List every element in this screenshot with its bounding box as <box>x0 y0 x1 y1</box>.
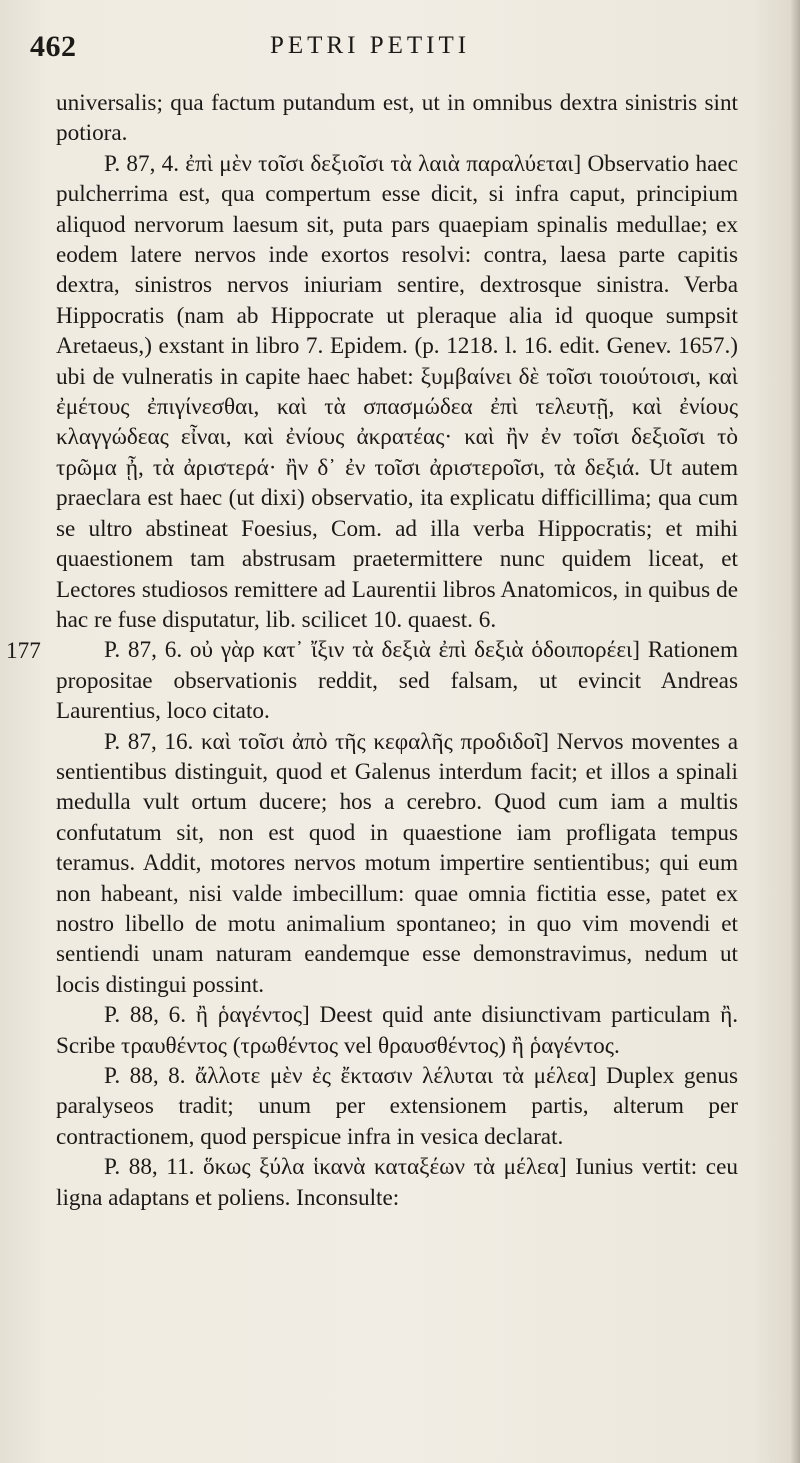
running-head: PETRI PETITI <box>270 32 471 59</box>
note-p88-6: P. 88, 6. ἢ ῥαγέντος] Deest quid ante disiunctivam particulam ἢ. Scribe τραυθέντος (τρωθέντος vel θραυσθέντος) ἢ ῥαγέντος. <box>56 1002 738 1059</box>
page-spine-shadow <box>790 0 800 1463</box>
margin-reference-number: 177 <box>6 638 41 664</box>
note-p87-16: P. 87, 16. καὶ τοῖσι ἀπὸ τῆς κεφαλῆς προδιδοῖ] Nervos moventes a sentientibus distinguit, quod et Galenus interdum facit; et illos a spinali medulla vult ortum ducere; hos a cerebro. Quod cum iam a multis confutatum sit, non est quod in quaestione iam profligata tempus teramus. Addit, motores nervos motum impertire sentientibus; qui eum non habeant, nisi valde imbecillum: quae omnia fictitia esse, patet ex nostro libello de motu animalium spontaneo; in quo vim movendi et sentiendi unam naturam eandemque esse demonstravimus, nedum ut locis distingui possint. <box>56 728 738 998</box>
page-body <box>56 88 738 1213</box>
page-header <box>0 30 800 70</box>
note-p87-4: P. 87, 4. ἐπὶ μὲν τοῖσι δεξιοῖσι τὰ λαιὰ παραλύεται] Observatio haec pulcherrima est, qua compertum esse dicit, si infra caput, principium aliquod nervorum laesum sit, puta pars quaepiam spinalis medullae; ex eodem latere nervos inde exortos resolvi: contra, laesa parte capitis dextra, sinistros nervos iniuriam sentire, dextrosque sinistra. Verba Hippocratis (nam ab Hippocrate ut pleraque alia id quoque sumpsit Aretaeus,) exstant in libro 7. Epidem. (p. 1218. l. 16. edit. Genev. 1657.) ubi de vulneratis in capite haec habet: ξυμβαίνει δὲ τοῖσι τοιούτοισι, καὶ ἐμέτους ἐπιγίνεσθαι, καὶ τὰ σπασμώδεα ἐπὶ τελευτῇ, καὶ ἐνίους κλαγγώδεας εἶναι, καὶ ἐνίους ἀκρατέας· καὶ ἢν ἐν τοῖσι δεξιοῖσι τὸ τρῶμα ᾖ, τὰ ἀριστερά· ἢν δ᾽ ἐν τοῖσι ἀριστεροῖσι, τὰ δεξιά. Ut autem praeclara est haec (ut dixi) observatio, ita explicatu difficillima; qua cum se ultro abstineat Foesius, Com. ad illa verba Hippocratis; et mihi quaestionem tam abstrusam praetermittere nunc quidem liceat, et Lectores studiosos remittere ad Laurentii libros Anatomicos, in quibus de hac re fuse disputatur, lib. scilicet 10. quaest. 6. <box>56 150 738 633</box>
paragraph-continuation: universalis; qua factum putandum est, ut in omnibus dextra sinistris sint potiora. <box>56 90 738 147</box>
page-number: 462 <box>30 30 77 63</box>
note-p87-6: P. 87, 6. οὐ γὰρ κατ᾽ ἴξιν τὰ δεξιὰ ἐπὶ δεξιὰ ὁδοιπορέει] Rationem propositae observationis reddit, sed falsam, ut evincit Andreas Laurentius, loco citato. <box>56 637 738 725</box>
note-p88-8: P. 88, 8. ἄλλοτε μὲν ἐς ἔκτασιν λέλυται τὰ μέλεα] Duplex genus paralyseos tradit; unum per extensionem partis, alterum per contractionem, quod perspicue infra in vesica declarat. <box>56 1063 738 1150</box>
note-p88-11: P. 88, 11. ὅκως ξύλα ἱκανὰ καταξέων τὰ μέλεα] Iunius vertit: ceu ligna adaptans et poliens. Inconsulte: <box>56 1154 738 1211</box>
